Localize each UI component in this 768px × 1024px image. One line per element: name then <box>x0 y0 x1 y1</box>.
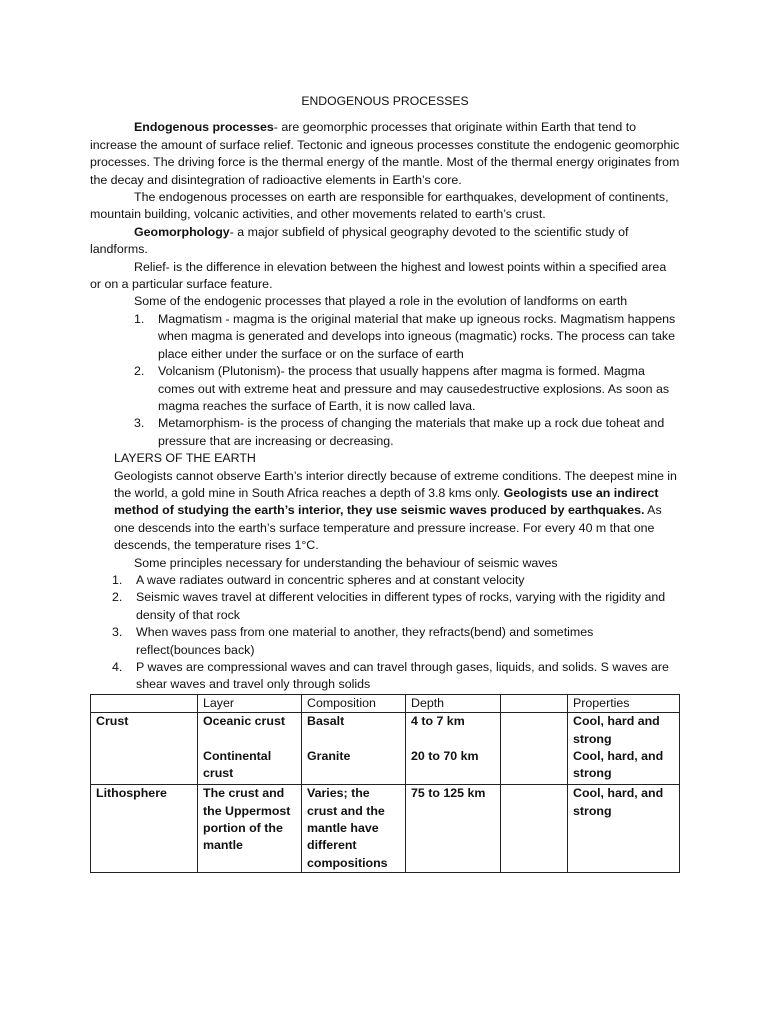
cell-spacer <box>411 731 495 748</box>
cell-spacer <box>307 731 400 748</box>
table-cell-properties <box>568 713 680 785</box>
table-header-cell: Properties <box>568 694 680 712</box>
paragraph-layers-bold: Geologists use an indirect method of studying the earth’s interior, they use seismic waves produced by earthquakes. <box>114 485 659 518</box>
list-text: Metamorphism- is the process of changing the materials that make up a rock due toheat and pressure that are increasing or decreasing. <box>158 416 665 448</box>
table-header-cell: Depth <box>406 694 501 712</box>
table-cell-composition <box>302 713 406 785</box>
table-cell-layer: The crust and the Uppermost portion of the mantle <box>198 785 302 873</box>
cell-line: Basalt <box>307 714 345 729</box>
cell-line: Cool, hard and strong <box>573 714 660 746</box>
list-item <box>90 624 680 659</box>
paragraph-relief: Relief- is the difference in elevation between the highest and lowest points within a specified area or on a particular surface feature. <box>90 259 667 292</box>
list-text: Volcanism (Plutonism)- the process that usually happens after magma is formed. Magma comes out with extreme heat and pressure and may causedestructive explosions. As soon as magma reaches the surface of Earth, it is now called lava. <box>158 364 670 413</box>
list-number: 3. <box>134 416 145 431</box>
list-item <box>90 572 680 589</box>
list-text: A wave radiates outward in concentric spheres and at constant velocity <box>136 572 525 587</box>
cell-spacer <box>203 731 296 748</box>
list-text: When waves pass from one material to another, they refracts(bend) and sometimes reflect(bounces back) <box>136 625 594 657</box>
list-number: 2. <box>112 590 123 605</box>
paragraph-layers-part-c: As one descends into the earth’s surface temperature and pressure increase. For every 40 m that one descends, the temperature rises 1°C. <box>114 503 662 553</box>
cell-line: 4 to 7 km <box>411 714 465 729</box>
term-geomorphology: Geomorphology <box>134 224 230 239</box>
list-number: 1. <box>112 572 123 587</box>
table-cell-depth <box>406 713 501 785</box>
table-cell-properties: Cool, hard, and strong <box>568 785 680 873</box>
list-item <box>90 363 680 415</box>
term-endogenous: Endogenous processes <box>134 120 274 135</box>
earth-layers-table <box>90 694 680 873</box>
paragraph-responsibilities: The endogenous processes on earth are responsible for earthquakes, development of continents, mountain building, volcanic activities, and other movements related to earth’s crust. <box>90 190 669 222</box>
list-number: 2. <box>134 364 145 379</box>
endogenic-process-list <box>90 311 680 450</box>
list-number: 3. <box>112 625 123 640</box>
cell-line: 20 to 70 km <box>411 748 479 763</box>
table-cell-blank <box>501 785 568 873</box>
table-row <box>91 713 680 785</box>
paragraph-geomorphology <box>90 224 680 259</box>
section-heading-layers: LAYERS OF THE EARTH <box>114 451 256 466</box>
document-page <box>90 93 680 873</box>
paragraph-endogenous <box>90 119 680 189</box>
table-cell-layer <box>198 713 302 785</box>
paragraph-principles-intro: Some principles necessary for understanding the behaviour of seismic waves <box>134 555 558 570</box>
list-item <box>90 589 680 624</box>
table-header-cell: Layer <box>198 694 302 712</box>
list-text: Seismic waves travel at different velocities in different types of rocks, varying with the rigidity and density of that rock <box>136 590 666 622</box>
list-number: 4. <box>112 660 123 674</box>
table-cell-layer-name: Crust <box>91 713 198 785</box>
list-text: P waves are compressional waves and can travel through gases, liquids, and solids. S waves are shear waves and travel only through solids <box>136 660 669 692</box>
table-cell-layer-name: Lithosphere <box>91 785 198 873</box>
cell-line: Oceanic crust <box>203 714 285 729</box>
table-cell-blank <box>501 713 568 785</box>
list-item <box>90 659 680 694</box>
paragraph-layers-part-a: Geologists cannot observe Earth’s interior directly because of extreme conditions. The deepest mine in the world, a gold mine in South Africa reaches a depth of 3.8 kms only. <box>114 468 677 500</box>
document-title: ENDOGENOUS PROCESSES <box>301 94 469 108</box>
seismic-principles-list <box>90 572 680 694</box>
table-header-row <box>91 694 680 712</box>
paragraph-endogenic-intro: Some of the endogenic processes that played a role in the evolution of landforms on earth <box>134 294 628 309</box>
cell-line: Cool, hard, and strong <box>573 749 664 781</box>
list-text: Magmatism - magma is the original material that make up igneous rocks. Magmatism happens when magma is generated and develops into igneous (magmatic) rocks. The process can take place either under the surface or on the surface of earth <box>158 311 676 361</box>
table-row <box>91 785 680 873</box>
table-cell-composition: Varies; the crust and the mantle have different compositions <box>302 785 406 873</box>
list-item <box>90 415 680 450</box>
table-header-cell <box>91 694 198 712</box>
table-cell-depth: 75 to 125 km <box>406 785 501 873</box>
cell-line: Granite <box>307 748 351 763</box>
paragraph-geomorphology-text: - a major subfield of physical geography devoted to the scientific study of landforms. <box>90 224 629 257</box>
cell-line: Continental crust <box>203 748 272 781</box>
table-header-cell: Composition <box>302 694 406 712</box>
list-number: 1. <box>134 311 145 326</box>
paragraph-layers <box>114 468 680 555</box>
table-header-cell <box>501 694 568 712</box>
list-item <box>90 311 680 363</box>
paragraph-endogenous-text: - are geomorphic processes that originate within Earth that tend to increase the amount of surface relief. Tectonic and igneous processes constitute the endogenic geomorphic processes. The driving force is the thermal energy of the mantle. Most of the thermal energy originates from the decay and disintegration of radioactive elements in Earth’s core. <box>90 120 680 187</box>
